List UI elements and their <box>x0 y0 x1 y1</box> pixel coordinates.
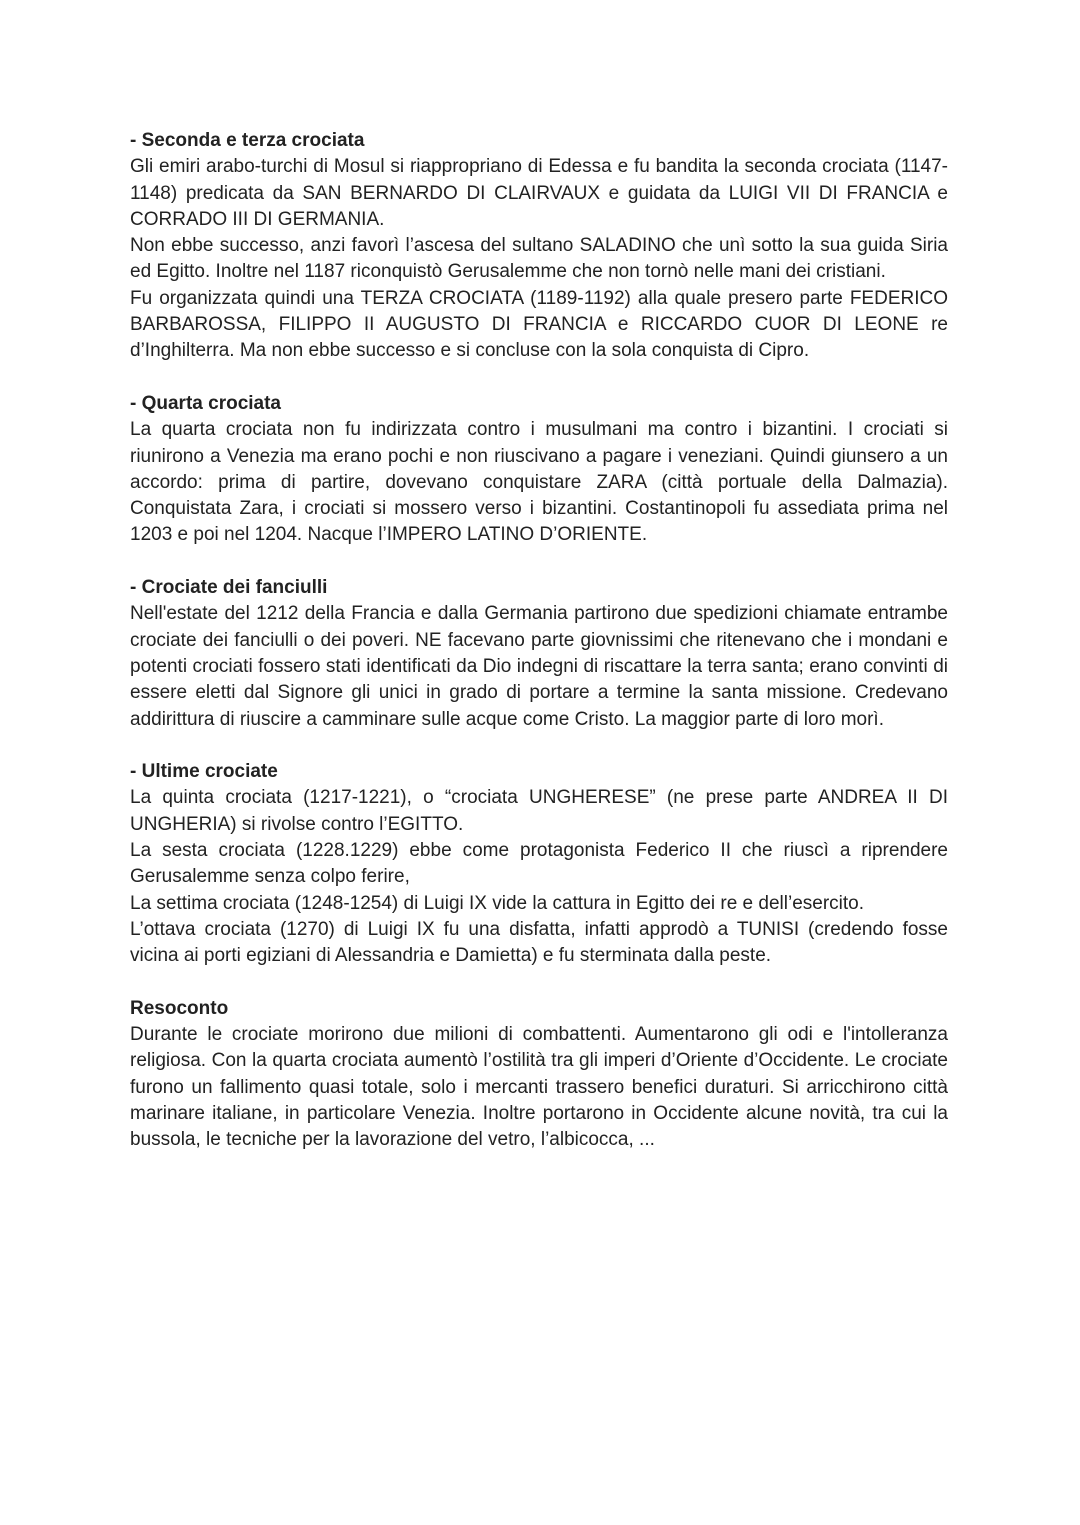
paragraph: La quarta crociata non fu indirizzata contro i musulmani ma contro i bizantini. I crociati si riunirono a Venezia ma erano pochi e non riuscivano a pagare i veneziani. Quindi giunsero a un accordo: prima di partire, dovevano conquistare ZARA (città portuale della Dalmazia). Conquistata Zara, i crociati si mossero verso i bizantini. Costantinopoli fu assediata prima nel 1203 e poi nel 1204. Nacque l’IMPERO LATINO D’ORIENTE. <box>130 419 948 546</box>
section-resoconto <box>130 996 948 1154</box>
section-heading: Resoconto <box>130 997 229 1019</box>
section-ultime-crociate <box>130 759 948 969</box>
document-page <box>130 128 948 1180</box>
section-heading: - Quarta crociata <box>130 392 281 414</box>
paragraph: La quinta crociata (1217-1221), o “crociata UNGHERESE” (ne prese parte ANDREA II DI UNGHERIA) si rivolse contro l’EGITTO. <box>130 787 948 835</box>
paragraph: Non ebbe successo, anzi favorì l’ascesa del sultano SALADINO che unì sotto la sua guida Siria ed Egitto. Inoltre nel 1187 riconquistò Gerusalemme che non tornò nelle mani dei cristiani. <box>130 235 948 283</box>
section-crociate-fanciulli <box>130 575 948 733</box>
paragraph: Nell'estate del 1212 della Francia e dalla Germania partirono due spedizioni chiamate entrambe crociate dei fanciulli o dei poveri. NE facevano parte giovnissimi che ritenevano che i mondani e potenti crociati fossero stati identificati da Dio indegni di riscattare la terra santa; erano convinti di essere eletti dal Signore gli unici in grado di portare a termine la santa missione. Credevano addirittura di riuscire a camminare sulle acque come Cristo. La maggior parte di loro morì. <box>130 603 948 730</box>
paragraph: Gli emiri arabo-turchi di Mosul si riappropriano di Edessa e fu bandita la seconda crociata (1147-1148) predicata da SAN BERNARDO DI CLAIRVAUX e guidata da LUIGI VII DI FRANCIA e CORRADO III DI GERMANIA. <box>130 156 948 230</box>
paragraph: L’ottava crociata (1270) di Luigi IX fu una disfatta, infatti approdò a TUNISI (credendo fosse vicina ai porti egiziani di Alessandria e Damietta) e fu sterminata dalla peste. <box>130 918 948 967</box>
paragraph: La settima crociata (1248-1254) di Luigi IX vide la cattura in Egitto dei re e dell’esercito. <box>130 892 865 914</box>
section-quarta-crociata <box>130 391 948 549</box>
paragraph: Durante le crociate morirono due milioni di combattenti. Aumentarono gli odi e l'intolleranza religiosa. Con la quarta crociata aumentò l’ostilità tra gli imperi d’Oriente d’Occidente. Le crociate furono un fallimento quasi totale, solo i mercanti trassero benefici duraturi. Si arricchirono città marinare italiane, in particolare Venezia. Inoltre portarono in Occidente alcune novità, tra cui la bussola, le tecniche per la lavorazione del vetro, l’albicocca, ... <box>130 1024 948 1151</box>
section-seconda-terza-crociata <box>130 128 948 365</box>
section-heading: - Ultime crociate <box>130 761 278 783</box>
paragraph: Fu organizzata quindi una TERZA CROCIATA (1189-1192) alla quale presero parte FEDERICO BARBAROSSA, FILIPPO II AUGUSTO DI FRANCIA e RICCARDO CUOR DI LEONE re d’Inghilterra. Ma non ebbe successo e si concluse con la sola conquista di Cipro. <box>130 287 948 362</box>
paragraph: La sesta crociata (1228.1229) ebbe come protagonista Federico II che riuscì a riprendere Gerusalemme senza colpo ferire, <box>130 840 948 888</box>
section-heading: - Crociate dei fanciulli <box>130 577 328 599</box>
section-heading: - Seconda e terza crociata <box>130 130 365 151</box>
